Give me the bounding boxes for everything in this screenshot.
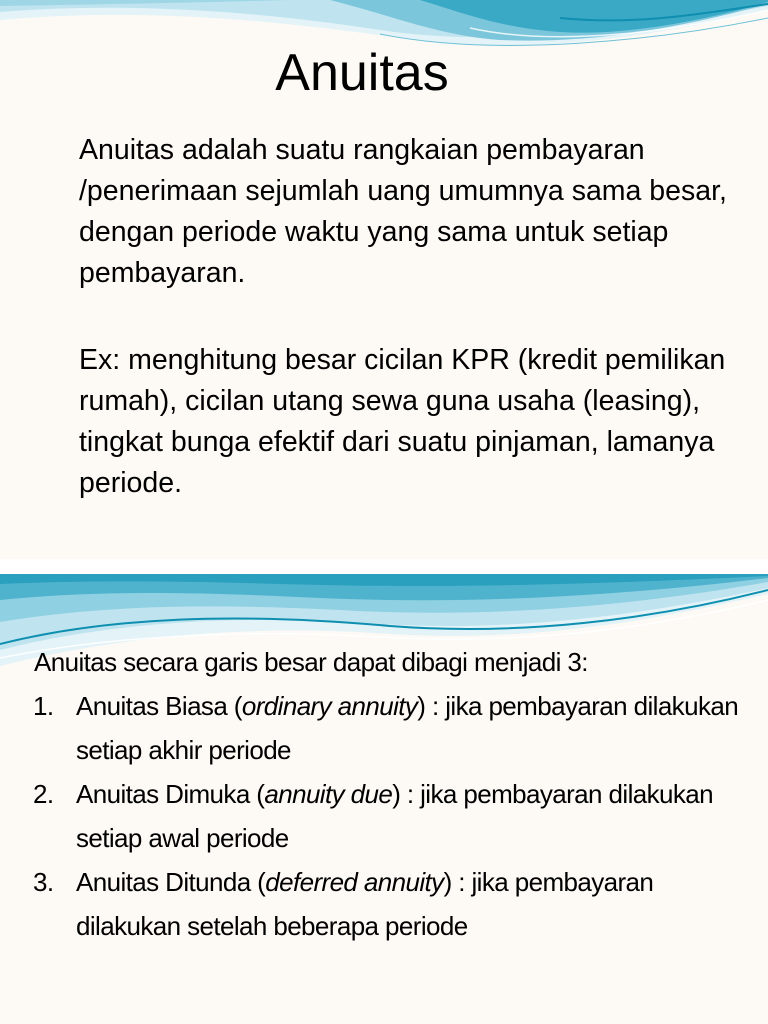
annuity-term: deferred annuity [265,867,444,897]
list-number: 3. [33,867,54,897]
list-text: Anuitas Dimuka (annuity due) : jika pembayaran dilakukan setiap awal periode [76,779,713,853]
annuity-term: ordinary annuity [241,691,418,721]
list-text: Anuitas Biasa (ordinary annuity) : jika pembayaran dilakukan setiap akhir periode [76,691,739,765]
annuity-term: annuity due [264,779,393,809]
definition-paragraph: Anuitas adalah suatu rangkaian pembayaran /penerimaan sejumlah uang umumnya sama besar, dengan periode waktu yang sama untuk setiap pembayaran. [79,134,727,289]
classification-intro: Anuitas secara garis besar dapat dibagi menjadi 3: [34,647,588,677]
list-text: Anuitas Ditunda (deferred annuity) : jika pembayaran dilakukan setelah beberapa periode [76,867,654,941]
slide-separator [0,559,768,574]
slide-title: Anuitas [275,44,449,102]
example-paragraph: Ex: menghitung besar cicilan KPR (kredit pemilikan rumah), cicilan utang sewa guna usaha (leasing), tingkat bunga efektif dari suatu pinjaman, lamanya periode. [79,344,726,499]
list-number: 2. [33,779,54,809]
list-number: 1. [33,691,54,721]
